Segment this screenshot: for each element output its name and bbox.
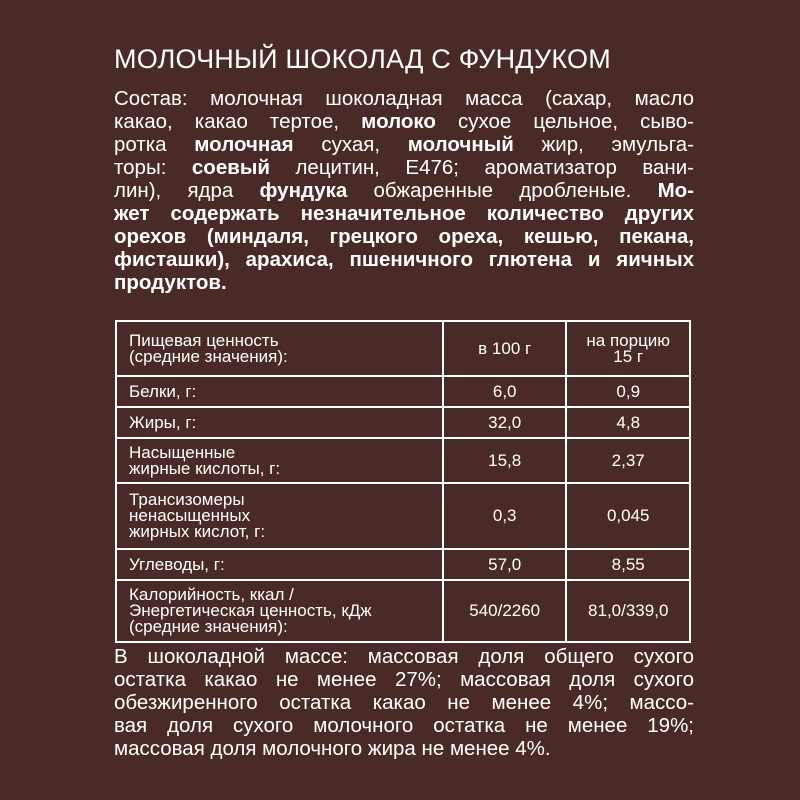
header-per-serving: на порцию 15 г: [566, 321, 690, 376]
allergen-text: жет содержать незначительное количество других: [114, 202, 694, 225]
table-row: [116, 483, 690, 549]
value-per-100g: 0,3: [443, 483, 567, 549]
composition-line: [114, 87, 694, 110]
footer-line: обезжиренного остатка какао не менее 4%; массо-: [114, 691, 694, 714]
value-per-100g: 57,0: [443, 549, 567, 580]
nutrient-name: Углеводы, г:: [116, 549, 443, 580]
composition-line: [114, 133, 694, 156]
composition-line: [114, 156, 694, 179]
footer-line: остатка какао не менее 27%; массовая доля сухого: [114, 668, 694, 691]
nutrition-table: [115, 320, 691, 643]
composition-segment: лин), ядра: [114, 179, 260, 202]
footer-line: В шоколадной массе: массовая доля общего сухого: [114, 645, 694, 668]
allergen-text: орехов (миндаля, грецкого ореха, кешью, пекана,: [114, 225, 694, 248]
table-row: [116, 376, 690, 407]
composition-line: [114, 202, 694, 225]
value-per-serving: 81,0/339,0: [566, 580, 690, 642]
footer-line: вая доля сухого молочного остатка не менее 19%;: [114, 714, 694, 737]
allergen-text: продуктов.: [114, 271, 227, 294]
header-per-100g: в 100 г: [443, 321, 567, 376]
composition-line: [114, 179, 694, 202]
value-per-serving: 0,045: [566, 483, 690, 549]
composition-segment: Состав: молочная шоколадная масса (сахар, масло: [114, 87, 694, 110]
value-per-100g: 15,8: [443, 438, 567, 483]
header-nutrient: Пищевая ценность (средние значения):: [116, 321, 443, 376]
value-per-100g: 540/2260: [443, 580, 567, 642]
composition-text: [114, 87, 694, 294]
composition-segment: какао, какао тертое,: [114, 110, 362, 133]
allergen-text: фундука: [259, 179, 348, 202]
nutrition-header-row: [116, 321, 690, 376]
nutrient-name: Белки, г:: [116, 376, 443, 407]
composition-segment: сухое цельное, сыво-: [435, 110, 694, 133]
composition-segment: обжаренные дробленые.: [347, 179, 658, 202]
allergen-text: молочная: [194, 133, 294, 156]
value-per-serving: 2,37: [566, 438, 690, 483]
nutrient-name: Насыщенные жирные кислоты, г:: [116, 438, 443, 483]
allergen-text: молоко: [361, 110, 436, 133]
allergen-text: соевый: [191, 156, 270, 179]
product-title: МОЛОЧНЫЙ ШОКОЛАД С ФУНДУКОМ: [114, 44, 611, 74]
composition-line: [114, 248, 694, 271]
allergen-text: молочный: [407, 133, 514, 156]
nutrient-name: Трансизомеры ненасыщенных жирных кислот, г:: [116, 483, 443, 549]
cocoa-mass-info: [114, 645, 694, 760]
value-per-serving: 0,9: [566, 376, 690, 407]
nutrient-name: Калорийность, ккал / Энергетическая ценность, кДж (средние значения):: [116, 580, 443, 642]
nutrient-name: Жиры, г:: [116, 407, 443, 438]
table-row: [116, 407, 690, 438]
allergen-text: фисташки), арахиса, пшеничного глютена и яичных: [114, 248, 694, 271]
composition-segment: жир, эмульга-: [513, 133, 694, 156]
table-row: [116, 549, 690, 580]
table-row: [116, 438, 690, 483]
composition-line: [114, 271, 694, 294]
value-per-100g: 32,0: [443, 407, 567, 438]
value-per-serving: 8,55: [566, 549, 690, 580]
composition-segment: ротка: [114, 133, 195, 156]
composition-segment: торы:: [114, 156, 192, 179]
footer-line: массовая доля молочного жира не менее 4%.: [114, 737, 551, 760]
composition-segment: лецитин, Е476; ароматизатор вани-: [269, 156, 695, 179]
composition-line: [114, 110, 694, 133]
composition-line: [114, 225, 694, 248]
allergen-text: Мо-: [657, 179, 694, 202]
table-row: [116, 580, 690, 642]
composition-segment: сухая,: [293, 133, 408, 156]
value-per-serving: 4,8: [566, 407, 690, 438]
value-per-100g: 6,0: [443, 376, 567, 407]
